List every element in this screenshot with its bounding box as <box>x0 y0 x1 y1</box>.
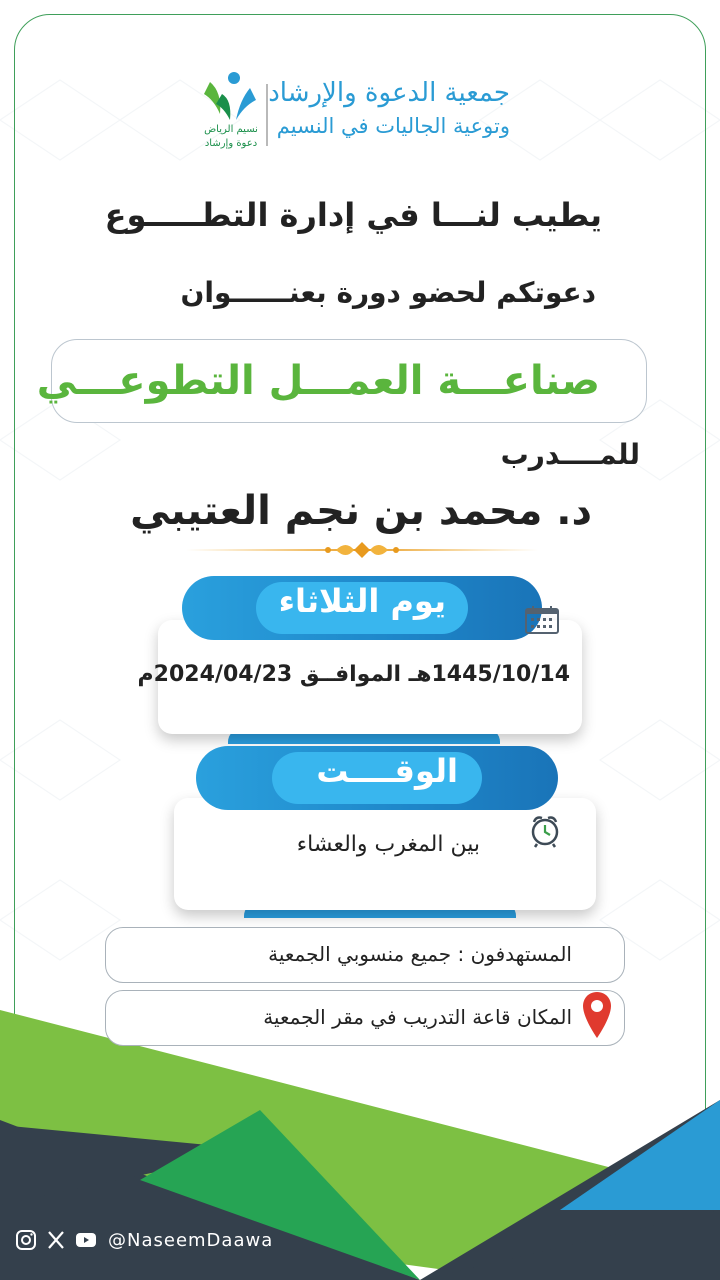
time-label: الوقــــت <box>316 752 458 790</box>
location-text: المكان قاعة التدريب في مقر الجمعية <box>263 1005 572 1029</box>
audience-box <box>105 927 625 983</box>
alarm-clock-icon <box>530 814 560 848</box>
course-title: صناعـــة العمـــل التطوعـــي <box>36 358 600 404</box>
course-title-box <box>36 339 647 423</box>
instagram-icon[interactable] <box>14 1228 38 1252</box>
invitation-line-2: دعوتكم لحضو دورة بعنــــــوان <box>180 276 596 309</box>
day-label: يوم الثلاثاء <box>278 582 446 620</box>
time-value: بين المغرب والعشاء <box>296 832 480 857</box>
organization-name: جمعية الدعوة والإرشاد <box>268 78 510 108</box>
location-box <box>105 990 625 1046</box>
logo-brand-sub: دعوة وإرشاد <box>204 138 258 149</box>
organization-logo <box>200 70 520 160</box>
trainer-label: للمــــدرب <box>500 438 640 471</box>
trainer-name: د. محمد بن نجم العتيبي <box>130 488 592 534</box>
social-handle[interactable]: @NaseemDaawa <box>108 1229 274 1251</box>
x-icon[interactable] <box>44 1228 68 1252</box>
youtube-icon[interactable] <box>74 1228 98 1252</box>
ornamental-divider <box>186 538 538 562</box>
social-footer <box>14 1224 273 1256</box>
audience-text: المستهدفون : جميع منسوبي الجمعية <box>268 942 572 966</box>
date-value: 1445/10/14هـ الموافــق 2024/04/23م <box>137 662 570 687</box>
day-header <box>182 576 542 640</box>
calendar-icon <box>525 606 559 634</box>
logo-brand: نسيم الرياض <box>204 124 258 135</box>
organization-subname: وتوعية الجاليات في النسيم <box>276 114 510 138</box>
invitation-line-1: يطيب لنـــا في إدارة التطـــــوع <box>104 196 602 234</box>
location-pin-icon <box>580 990 614 1042</box>
time-header <box>196 746 558 810</box>
